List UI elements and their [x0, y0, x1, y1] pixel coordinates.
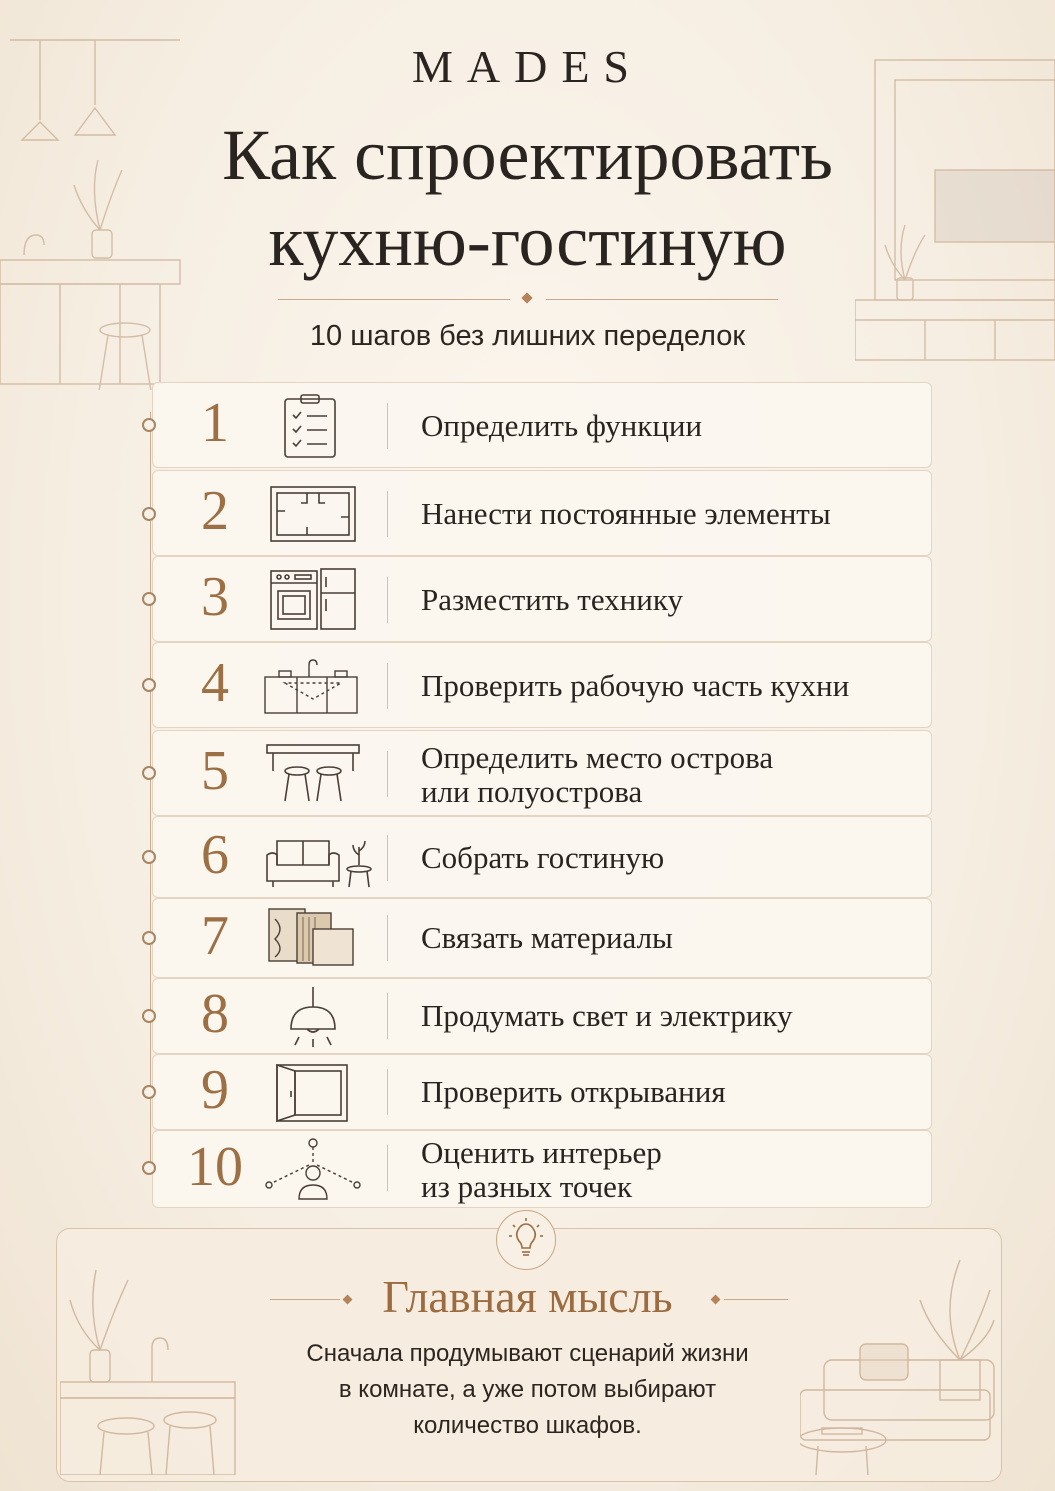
timeline-dot — [142, 592, 156, 606]
step-number: 7 — [201, 905, 229, 967]
step-text — [421, 409, 921, 443]
step-text — [421, 841, 921, 875]
step-number: 3 — [201, 566, 229, 628]
main-thought-line: количество шкафов. — [413, 1412, 642, 1439]
step-text-line: из разных точек — [421, 1169, 633, 1204]
timeline-dot — [142, 931, 156, 945]
main-thought-line: в комнате, а уже потом выбирают — [338, 1376, 717, 1403]
title-line-2: кухню-гостиную — [268, 201, 787, 281]
sofa-table-icon — [263, 825, 363, 891]
timeline-dot — [142, 418, 156, 432]
viewpoints-person-icon — [263, 1137, 363, 1201]
step-card — [152, 1130, 932, 1208]
island-stools-icon — [263, 741, 363, 807]
step-text-line: Определить функции — [421, 408, 703, 443]
timeline-dot — [142, 1009, 156, 1023]
step-number: 9 — [201, 1059, 229, 1121]
main-thought-title: Главная мысль — [382, 1271, 673, 1322]
step-number: 2 — [201, 480, 229, 542]
step-number: 5 — [201, 740, 229, 802]
page-title — [0, 112, 1055, 284]
title-divider — [278, 292, 778, 306]
lightbulb-icon — [496, 1210, 556, 1270]
clipboard-checklist-icon — [263, 393, 363, 459]
step-number: 4 — [201, 652, 229, 714]
kitchen-work-triangle-icon — [263, 653, 363, 719]
timeline-dot — [142, 1161, 156, 1175]
step-text — [421, 497, 921, 531]
main-thought-line: Сначала продумывают сценарий жизни — [306, 1340, 749, 1367]
step-text-line: Нанести постоянные элементы — [421, 496, 831, 531]
step-number: 10 — [187, 1136, 243, 1198]
timeline-dot — [142, 850, 156, 864]
step-number: 1 — [201, 392, 229, 454]
step-text-line: Продумать свет и электрику — [421, 998, 793, 1033]
timeline-dot — [142, 507, 156, 521]
step-card — [152, 642, 932, 728]
step-text-line: Связать материалы — [421, 920, 673, 955]
page-subtitle: 10 шагов без лишних переделок — [309, 320, 746, 352]
step-text-line: Проверить рабочую часть кухни — [421, 668, 850, 703]
open-cabinet-door-icon — [263, 1061, 363, 1123]
step-text-line: Определить место острова — [421, 740, 774, 775]
step-card — [152, 730, 932, 816]
step-text — [421, 741, 921, 809]
brand-logo: MADES — [411, 41, 644, 92]
material-swatches-icon — [263, 905, 363, 971]
timeline-dot — [142, 1085, 156, 1099]
step-text-line: Проверить открывания — [421, 1074, 726, 1109]
main-thought-text — [0, 1336, 1055, 1444]
timeline-dot — [142, 766, 156, 780]
step-number: 8 — [201, 983, 229, 1045]
timeline-dot — [142, 678, 156, 692]
step-text-line: Собрать гостиную — [421, 840, 665, 875]
pendant-lamp-icon — [263, 985, 363, 1047]
step-text — [421, 583, 921, 617]
step-text-line: Оценить интерьер — [421, 1135, 662, 1170]
floor-plan-icon — [263, 481, 363, 547]
step-card — [152, 898, 932, 978]
step-text — [421, 1136, 921, 1204]
title-line-1: Как спроектировать — [222, 115, 833, 195]
step-card — [152, 978, 932, 1054]
step-text — [421, 999, 921, 1033]
step-number: 6 — [201, 824, 229, 886]
step-card — [152, 382, 932, 468]
step-card — [152, 556, 932, 642]
step-text — [421, 921, 921, 955]
step-card — [152, 1054, 932, 1130]
oven-fridge-icon — [263, 567, 363, 633]
steps-timeline-line — [150, 412, 151, 1172]
step-text — [421, 1075, 921, 1109]
step-text-line: или полуострова — [421, 774, 643, 809]
step-text — [421, 669, 921, 703]
step-card — [152, 816, 932, 898]
diamond-ornament-icon — [521, 292, 532, 303]
step-card — [152, 470, 932, 556]
step-text-line: Разместить технику — [421, 582, 683, 617]
